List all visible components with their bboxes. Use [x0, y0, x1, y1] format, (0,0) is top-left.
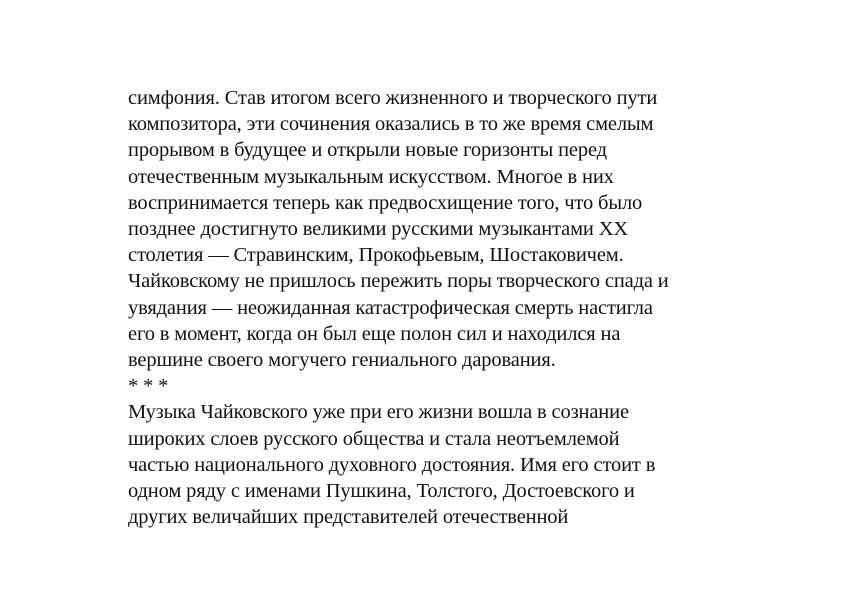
text-line: прорывом в будущее и открыли новые горизонты перед [128, 139, 607, 162]
text-line: Музыка Чайковского уже при его жизни вошла в сознание [128, 401, 629, 424]
text-line: широких слоев русского общества и стала неотъемлемой [128, 427, 620, 450]
body-text [128, 85, 748, 530]
text-line: Чайковскому не пришлось пережить поры творческого спада и [128, 270, 669, 293]
text-line: столетия — Стравинским, Прокофьевым, Шостаковичем. [128, 244, 624, 267]
text-line: композитора, эти сочинения оказались в то же время смелым [128, 113, 654, 136]
text-line: отечественным музыкальным искусством. Многое в них [128, 165, 614, 188]
text-line: увядания — неожиданная катастрофическая смерть настигла [128, 296, 653, 319]
text-line: вершине своего могучего гениального дарования. [128, 349, 556, 372]
text-line: других величайших представителей отечественной [128, 506, 569, 529]
text-line: воспринимается теперь как предвосхищение того, что было [128, 191, 643, 214]
text-line: частью национального духовного достояния. Имя его стоит в [128, 453, 656, 476]
section-separator: * * * [128, 375, 169, 398]
text-line: одном ряду с именами Пушкина, Толстого, Достоевского и [128, 480, 635, 503]
text-line: симфония. Став итогом всего жизненного и творческого пути [128, 87, 658, 109]
text-line: позднее достигнуто великими русскими музыкантами XX [128, 218, 629, 241]
text-line: его в момент, когда он был еще полон сил и находился на [128, 322, 621, 345]
